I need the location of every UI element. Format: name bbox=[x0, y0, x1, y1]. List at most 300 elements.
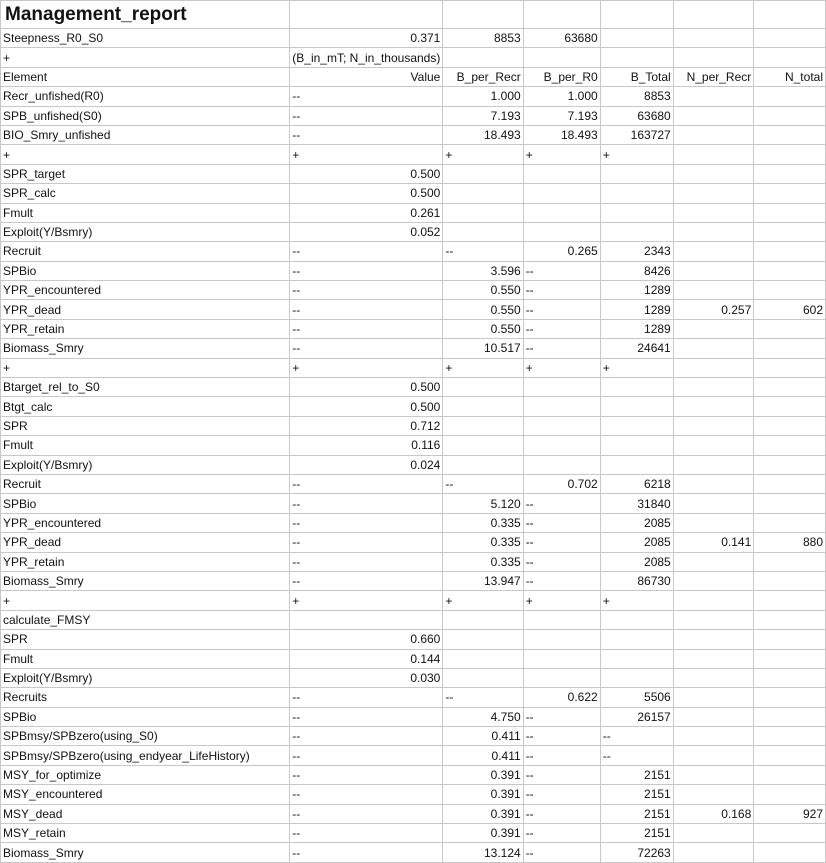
sheet-cell[interactable] bbox=[443, 184, 523, 203]
sheet-cell[interactable] bbox=[754, 29, 826, 48]
sheet-cell[interactable]: + bbox=[290, 145, 443, 164]
sheet-cell[interactable]: 63680 bbox=[523, 29, 600, 48]
sheet-cell[interactable] bbox=[673, 707, 754, 726]
sheet-cell[interactable] bbox=[523, 184, 600, 203]
sheet-cell[interactable] bbox=[673, 688, 754, 707]
row-label-cell[interactable]: Element bbox=[1, 67, 290, 86]
sheet-cell[interactable]: -- bbox=[290, 242, 443, 261]
sheet-cell[interactable]: 2151 bbox=[600, 765, 673, 784]
sheet-cell[interactable]: 31840 bbox=[600, 494, 673, 513]
sheet-cell[interactable]: 0.622 bbox=[523, 688, 600, 707]
sheet-cell[interactable] bbox=[673, 222, 754, 241]
sheet-cell[interactable]: 10.517 bbox=[443, 339, 523, 358]
sheet-cell[interactable]: -- bbox=[290, 785, 443, 804]
row-label-cell[interactable]: Steepness_R0_S0 bbox=[1, 29, 290, 48]
row-label-cell[interactable]: Biomass_Smry bbox=[1, 571, 290, 590]
sheet-cell[interactable] bbox=[600, 416, 673, 435]
sheet-cell[interactable] bbox=[523, 222, 600, 241]
sheet-cell[interactable]: B_per_R0 bbox=[523, 67, 600, 86]
sheet-cell[interactable]: -- bbox=[290, 300, 443, 319]
sheet-cell[interactable] bbox=[754, 358, 826, 377]
row-label-cell[interactable]: MSY_dead bbox=[1, 804, 290, 823]
sheet-cell[interactable] bbox=[673, 106, 754, 125]
sheet-cell[interactable]: 5.120 bbox=[443, 494, 523, 513]
row-label-cell[interactable]: Exploit(Y/Bsmry) bbox=[1, 455, 290, 474]
sheet-cell[interactable] bbox=[754, 1, 826, 29]
sheet-cell[interactable]: -- bbox=[523, 494, 600, 513]
sheet-cell[interactable]: -- bbox=[290, 261, 443, 280]
sheet-cell[interactable] bbox=[600, 455, 673, 474]
row-label-cell[interactable]: SPBio bbox=[1, 707, 290, 726]
sheet-cell[interactable]: N_total bbox=[754, 67, 826, 86]
row-label-cell[interactable]: MSY_retain bbox=[1, 824, 290, 843]
row-label-cell[interactable]: YPR_dead bbox=[1, 533, 290, 552]
sheet-cell[interactable]: -- bbox=[523, 552, 600, 571]
row-label-cell[interactable]: YPR_encountered bbox=[1, 281, 290, 300]
sheet-cell[interactable]: N_per_Recr bbox=[673, 67, 754, 86]
sheet-cell[interactable]: 0.550 bbox=[443, 300, 523, 319]
sheet-cell[interactable]: -- bbox=[523, 319, 600, 338]
sheet-cell[interactable]: 0.391 bbox=[443, 785, 523, 804]
sheet-cell[interactable] bbox=[673, 48, 754, 67]
sheet-cell[interactable] bbox=[600, 48, 673, 67]
sheet-cell[interactable] bbox=[600, 203, 673, 222]
sheet-cell[interactable]: 0.024 bbox=[290, 455, 443, 474]
sheet-cell[interactable]: -- bbox=[443, 474, 523, 493]
row-label-cell[interactable]: SPR bbox=[1, 416, 290, 435]
sheet-cell[interactable]: -- bbox=[290, 688, 443, 707]
row-label-cell[interactable]: SPB_unfished(S0) bbox=[1, 106, 290, 125]
sheet-cell[interactable]: 2343 bbox=[600, 242, 673, 261]
sheet-cell[interactable] bbox=[600, 184, 673, 203]
sheet-cell[interactable] bbox=[754, 746, 826, 765]
sheet-cell[interactable]: + bbox=[600, 145, 673, 164]
sheet-cell[interactable] bbox=[443, 1, 523, 29]
sheet-cell[interactable]: + bbox=[290, 591, 443, 610]
sheet-cell[interactable] bbox=[523, 164, 600, 183]
sheet-cell[interactable] bbox=[673, 339, 754, 358]
row-label-cell[interactable]: + bbox=[1, 48, 290, 67]
sheet-cell[interactable] bbox=[673, 436, 754, 455]
sheet-cell[interactable] bbox=[673, 29, 754, 48]
row-label-cell[interactable]: YPR_dead bbox=[1, 300, 290, 319]
sheet-cell[interactable]: + bbox=[600, 358, 673, 377]
sheet-cell[interactable] bbox=[754, 125, 826, 144]
sheet-cell[interactable]: -- bbox=[600, 727, 673, 746]
sheet-cell[interactable]: -- bbox=[290, 474, 443, 493]
sheet-cell[interactable]: Value bbox=[290, 67, 443, 86]
sheet-cell[interactable] bbox=[754, 319, 826, 338]
sheet-cell[interactable]: -- bbox=[290, 552, 443, 571]
sheet-cell[interactable] bbox=[754, 513, 826, 532]
row-label-cell[interactable]: BIO_Smry_unfished bbox=[1, 125, 290, 144]
sheet-cell[interactable] bbox=[754, 474, 826, 493]
sheet-cell[interactable] bbox=[600, 378, 673, 397]
sheet-cell[interactable]: -- bbox=[290, 513, 443, 532]
sheet-cell[interactable]: 1.000 bbox=[523, 87, 600, 106]
sheet-cell[interactable]: -- bbox=[290, 87, 443, 106]
row-label-cell[interactable]: SPBmsy/SPBzero(using_endyear_LifeHistory) bbox=[1, 746, 290, 765]
sheet-cell[interactable] bbox=[443, 48, 523, 67]
sheet-cell[interactable] bbox=[754, 106, 826, 125]
sheet-cell[interactable] bbox=[523, 378, 600, 397]
sheet-cell[interactable]: 2085 bbox=[600, 552, 673, 571]
sheet-cell[interactable]: -- bbox=[523, 824, 600, 843]
sheet-cell[interactable] bbox=[754, 765, 826, 784]
sheet-cell[interactable]: -- bbox=[290, 746, 443, 765]
sheet-cell[interactable]: 7.193 bbox=[523, 106, 600, 125]
sheet-cell[interactable] bbox=[673, 630, 754, 649]
row-label-cell[interactable]: Exploit(Y/Bsmry) bbox=[1, 668, 290, 687]
sheet-cell[interactable]: -- bbox=[290, 106, 443, 125]
sheet-cell[interactable]: -- bbox=[523, 281, 600, 300]
sheet-cell[interactable]: -- bbox=[290, 571, 443, 590]
sheet-cell[interactable]: 0.391 bbox=[443, 765, 523, 784]
sheet-cell[interactable]: -- bbox=[290, 727, 443, 746]
sheet-cell[interactable]: -- bbox=[443, 242, 523, 261]
sheet-cell[interactable] bbox=[754, 707, 826, 726]
sheet-cell[interactable] bbox=[673, 416, 754, 435]
sheet-cell[interactable]: -- bbox=[290, 281, 443, 300]
sheet-cell[interactable]: 8426 bbox=[600, 261, 673, 280]
sheet-cell[interactable]: 0.391 bbox=[443, 824, 523, 843]
sheet-cell[interactable]: -- bbox=[523, 261, 600, 280]
sheet-cell[interactable] bbox=[673, 397, 754, 416]
sheet-cell[interactable] bbox=[673, 649, 754, 668]
sheet-cell[interactable]: 6218 bbox=[600, 474, 673, 493]
sheet-cell[interactable]: 0.265 bbox=[523, 242, 600, 261]
sheet-cell[interactable] bbox=[754, 630, 826, 649]
sheet-cell[interactable] bbox=[673, 242, 754, 261]
row-label-cell[interactable]: Fmult bbox=[1, 203, 290, 222]
sheet-cell[interactable]: + bbox=[443, 358, 523, 377]
row-label-cell[interactable]: SPBio bbox=[1, 261, 290, 280]
sheet-cell[interactable]: 2151 bbox=[600, 804, 673, 823]
sheet-cell[interactable] bbox=[673, 513, 754, 532]
sheet-cell[interactable] bbox=[523, 416, 600, 435]
sheet-cell[interactable] bbox=[443, 649, 523, 668]
row-label-cell[interactable]: Btgt_calc bbox=[1, 397, 290, 416]
sheet-cell[interactable] bbox=[443, 630, 523, 649]
sheet-cell[interactable]: 8853 bbox=[443, 29, 523, 48]
sheet-cell[interactable]: -- bbox=[600, 746, 673, 765]
sheet-cell[interactable]: -- bbox=[443, 688, 523, 707]
sheet-cell[interactable]: 0.702 bbox=[523, 474, 600, 493]
sheet-cell[interactable]: 26157 bbox=[600, 707, 673, 726]
sheet-cell[interactable] bbox=[290, 610, 443, 629]
sheet-cell[interactable]: 0.550 bbox=[443, 281, 523, 300]
sheet-cell[interactable]: 163727 bbox=[600, 125, 673, 144]
sheet-cell[interactable]: 0.712 bbox=[290, 416, 443, 435]
sheet-cell[interactable] bbox=[673, 843, 754, 862]
sheet-cell[interactable]: -- bbox=[523, 746, 600, 765]
sheet-cell[interactable]: 880 bbox=[754, 533, 826, 552]
sheet-cell[interactable] bbox=[443, 436, 523, 455]
sheet-cell[interactable]: 0.052 bbox=[290, 222, 443, 241]
sheet-cell[interactable]: 0.411 bbox=[443, 746, 523, 765]
sheet-cell[interactable] bbox=[523, 610, 600, 629]
sheet-cell[interactable] bbox=[673, 494, 754, 513]
sheet-cell[interactable] bbox=[754, 668, 826, 687]
sheet-cell[interactable] bbox=[673, 571, 754, 590]
report-title[interactable]: Management_report bbox=[1, 1, 290, 29]
sheet-cell[interactable]: 72263 bbox=[600, 843, 673, 862]
sheet-cell[interactable] bbox=[443, 397, 523, 416]
row-label-cell[interactable]: Biomass_Smry bbox=[1, 339, 290, 358]
sheet-cell[interactable] bbox=[754, 610, 826, 629]
sheet-cell[interactable]: 0.141 bbox=[673, 533, 754, 552]
sheet-cell[interactable]: -- bbox=[523, 513, 600, 532]
sheet-cell[interactable] bbox=[443, 455, 523, 474]
sheet-cell[interactable]: 18.493 bbox=[443, 125, 523, 144]
sheet-cell[interactable]: + bbox=[600, 591, 673, 610]
sheet-cell[interactable]: 0.500 bbox=[290, 397, 443, 416]
sheet-cell[interactable]: -- bbox=[523, 533, 600, 552]
sheet-cell[interactable]: 0.257 bbox=[673, 300, 754, 319]
row-label-cell[interactable]: calculate_FMSY bbox=[1, 610, 290, 629]
sheet-cell[interactable]: -- bbox=[290, 339, 443, 358]
sheet-cell[interactable] bbox=[443, 203, 523, 222]
sheet-cell[interactable] bbox=[754, 436, 826, 455]
sheet-cell[interactable] bbox=[443, 378, 523, 397]
row-label-cell[interactable]: Recruits bbox=[1, 688, 290, 707]
sheet-cell[interactable]: 63680 bbox=[600, 106, 673, 125]
sheet-cell[interactable]: -- bbox=[290, 804, 443, 823]
sheet-cell[interactable]: -- bbox=[290, 319, 443, 338]
row-label-cell[interactable]: SPR_calc bbox=[1, 184, 290, 203]
sheet-cell[interactable]: 0.335 bbox=[443, 513, 523, 532]
sheet-cell[interactable] bbox=[754, 378, 826, 397]
sheet-cell[interactable] bbox=[673, 591, 754, 610]
sheet-cell[interactable] bbox=[443, 222, 523, 241]
sheet-cell[interactable] bbox=[754, 397, 826, 416]
sheet-cell[interactable] bbox=[754, 184, 826, 203]
sheet-cell[interactable] bbox=[754, 494, 826, 513]
sheet-cell[interactable]: -- bbox=[290, 707, 443, 726]
sheet-cell[interactable]: -- bbox=[523, 707, 600, 726]
sheet-cell[interactable]: + bbox=[523, 358, 600, 377]
row-label-cell[interactable]: Biomass_Smry bbox=[1, 843, 290, 862]
sheet-cell[interactable] bbox=[754, 416, 826, 435]
sheet-cell[interactable] bbox=[600, 164, 673, 183]
sheet-cell[interactable]: 0.261 bbox=[290, 203, 443, 222]
row-label-cell[interactable]: YPR_retain bbox=[1, 552, 290, 571]
sheet-cell[interactable]: 1289 bbox=[600, 319, 673, 338]
sheet-cell[interactable] bbox=[443, 416, 523, 435]
sheet-cell[interactable]: -- bbox=[523, 339, 600, 358]
sheet-cell[interactable] bbox=[673, 824, 754, 843]
row-label-cell[interactable]: SPR bbox=[1, 630, 290, 649]
sheet-cell[interactable] bbox=[673, 378, 754, 397]
sheet-cell[interactable] bbox=[523, 630, 600, 649]
sheet-cell[interactable] bbox=[754, 824, 826, 843]
row-label-cell[interactable]: SPBmsy/SPBzero(using_S0) bbox=[1, 727, 290, 746]
sheet-cell[interactable] bbox=[754, 785, 826, 804]
sheet-cell[interactable] bbox=[754, 688, 826, 707]
sheet-cell[interactable] bbox=[673, 668, 754, 687]
sheet-cell[interactable] bbox=[754, 455, 826, 474]
sheet-cell[interactable] bbox=[523, 649, 600, 668]
row-label-cell[interactable]: MSY_for_optimize bbox=[1, 765, 290, 784]
sheet-cell[interactable]: 0.144 bbox=[290, 649, 443, 668]
sheet-cell[interactable] bbox=[754, 87, 826, 106]
sheet-cell[interactable] bbox=[754, 48, 826, 67]
sheet-cell[interactable] bbox=[673, 765, 754, 784]
sheet-cell[interactable]: 18.493 bbox=[523, 125, 600, 144]
sheet-cell[interactable]: 0.660 bbox=[290, 630, 443, 649]
sheet-cell[interactable] bbox=[673, 785, 754, 804]
sheet-cell[interactable]: 0.116 bbox=[290, 436, 443, 455]
sheet-cell[interactable] bbox=[673, 87, 754, 106]
sheet-cell[interactable]: 2085 bbox=[600, 513, 673, 532]
sheet-cell[interactable] bbox=[673, 319, 754, 338]
row-label-cell[interactable]: SPR_target bbox=[1, 164, 290, 183]
sheet-cell[interactable] bbox=[673, 1, 754, 29]
row-label-cell[interactable]: Recr_unfished(R0) bbox=[1, 87, 290, 106]
sheet-cell[interactable]: -- bbox=[290, 824, 443, 843]
sheet-cell[interactable] bbox=[523, 668, 600, 687]
sheet-cell[interactable]: 0.550 bbox=[443, 319, 523, 338]
sheet-cell[interactable]: 0.411 bbox=[443, 727, 523, 746]
sheet-cell[interactable] bbox=[754, 261, 826, 280]
sheet-cell[interactable]: 927 bbox=[754, 804, 826, 823]
sheet-cell[interactable] bbox=[673, 145, 754, 164]
sheet-cell[interactable]: -- bbox=[523, 765, 600, 784]
sheet-cell[interactable]: -- bbox=[523, 804, 600, 823]
sheet-cell[interactable] bbox=[523, 48, 600, 67]
sheet-cell[interactable] bbox=[754, 203, 826, 222]
row-label-cell[interactable]: + bbox=[1, 145, 290, 164]
row-label-cell[interactable]: Fmult bbox=[1, 649, 290, 668]
sheet-cell[interactable] bbox=[754, 164, 826, 183]
sheet-cell[interactable] bbox=[523, 455, 600, 474]
sheet-cell[interactable]: 8853 bbox=[600, 87, 673, 106]
sheet-cell[interactable]: 0.500 bbox=[290, 164, 443, 183]
sheet-cell[interactable] bbox=[600, 630, 673, 649]
sheet-cell[interactable]: -- bbox=[290, 533, 443, 552]
sheet-cell[interactable]: -- bbox=[290, 494, 443, 513]
sheet-cell[interactable] bbox=[290, 1, 443, 29]
sheet-cell[interactable] bbox=[600, 1, 673, 29]
sheet-cell[interactable] bbox=[673, 164, 754, 183]
sheet-cell[interactable] bbox=[443, 668, 523, 687]
sheet-cell[interactable]: 0.030 bbox=[290, 668, 443, 687]
sheet-cell[interactable] bbox=[754, 339, 826, 358]
sheet-cell[interactable] bbox=[600, 29, 673, 48]
sheet-cell[interactable]: 7.193 bbox=[443, 106, 523, 125]
sheet-cell[interactable]: 13.947 bbox=[443, 571, 523, 590]
sheet-cell[interactable]: 3.596 bbox=[443, 261, 523, 280]
sheet-cell[interactable] bbox=[443, 164, 523, 183]
sheet-cell[interactable]: 13.124 bbox=[443, 843, 523, 862]
sheet-cell[interactable]: 24641 bbox=[600, 339, 673, 358]
sheet-cell[interactable]: 0.335 bbox=[443, 533, 523, 552]
sheet-cell[interactable]: 86730 bbox=[600, 571, 673, 590]
sheet-cell[interactable] bbox=[673, 203, 754, 222]
sheet-cell[interactable]: (B_in_mT; N_in_thousands) bbox=[290, 48, 443, 67]
sheet-cell[interactable]: 1.000 bbox=[443, 87, 523, 106]
row-label-cell[interactable]: + bbox=[1, 591, 290, 610]
sheet-cell[interactable] bbox=[754, 242, 826, 261]
sheet-cell[interactable] bbox=[600, 668, 673, 687]
row-label-cell[interactable]: Fmult bbox=[1, 436, 290, 455]
sheet-cell[interactable]: 1289 bbox=[600, 281, 673, 300]
sheet-cell[interactable]: 0.335 bbox=[443, 552, 523, 571]
sheet-cell[interactable]: -- bbox=[290, 125, 443, 144]
sheet-cell[interactable] bbox=[754, 591, 826, 610]
sheet-cell[interactable] bbox=[673, 455, 754, 474]
sheet-cell[interactable] bbox=[673, 552, 754, 571]
sheet-cell[interactable] bbox=[600, 397, 673, 416]
sheet-cell[interactable] bbox=[523, 436, 600, 455]
sheet-cell[interactable] bbox=[673, 281, 754, 300]
sheet-cell[interactable] bbox=[673, 610, 754, 629]
row-label-cell[interactable]: Btarget_rel_to_S0 bbox=[1, 378, 290, 397]
sheet-cell[interactable] bbox=[673, 125, 754, 144]
sheet-cell[interactable] bbox=[673, 474, 754, 493]
row-label-cell[interactable]: + bbox=[1, 358, 290, 377]
sheet-cell[interactable]: + bbox=[523, 145, 600, 164]
sheet-cell[interactable] bbox=[600, 649, 673, 668]
sheet-cell[interactable] bbox=[600, 222, 673, 241]
sheet-cell[interactable]: -- bbox=[523, 727, 600, 746]
sheet-cell[interactable]: + bbox=[443, 591, 523, 610]
sheet-cell[interactable]: 4.750 bbox=[443, 707, 523, 726]
sheet-cell[interactable] bbox=[600, 610, 673, 629]
sheet-cell[interactable]: 0.500 bbox=[290, 184, 443, 203]
row-label-cell[interactable]: YPR_retain bbox=[1, 319, 290, 338]
sheet-cell[interactable]: 1289 bbox=[600, 300, 673, 319]
sheet-cell[interactable] bbox=[754, 571, 826, 590]
sheet-cell[interactable]: -- bbox=[290, 843, 443, 862]
sheet-cell[interactable]: B_Total bbox=[600, 67, 673, 86]
sheet-cell[interactable]: 0.391 bbox=[443, 804, 523, 823]
sheet-cell[interactable]: 2151 bbox=[600, 785, 673, 804]
sheet-cell[interactable] bbox=[754, 552, 826, 571]
sheet-cell[interactable] bbox=[673, 358, 754, 377]
sheet-cell[interactable] bbox=[600, 436, 673, 455]
sheet-cell[interactable] bbox=[673, 261, 754, 280]
sheet-cell[interactable] bbox=[754, 649, 826, 668]
sheet-cell[interactable]: 0.500 bbox=[290, 378, 443, 397]
sheet-cell[interactable] bbox=[673, 184, 754, 203]
sheet-cell[interactable] bbox=[754, 281, 826, 300]
sheet-cell[interactable] bbox=[754, 727, 826, 746]
sheet-cell[interactable]: -- bbox=[523, 300, 600, 319]
row-label-cell[interactable]: Recruit bbox=[1, 474, 290, 493]
sheet-cell[interactable]: -- bbox=[290, 765, 443, 784]
sheet-cell[interactable]: 0.371 bbox=[290, 29, 443, 48]
sheet-cell[interactable] bbox=[754, 222, 826, 241]
row-label-cell[interactable]: Recruit bbox=[1, 242, 290, 261]
sheet-cell[interactable] bbox=[754, 843, 826, 862]
sheet-cell[interactable] bbox=[523, 397, 600, 416]
sheet-cell[interactable]: + bbox=[290, 358, 443, 377]
sheet-cell[interactable]: -- bbox=[523, 785, 600, 804]
sheet-cell[interactable] bbox=[673, 746, 754, 765]
sheet-cell[interactable]: -- bbox=[523, 571, 600, 590]
sheet-cell[interactable]: 602 bbox=[754, 300, 826, 319]
sheet-cell[interactable]: 5506 bbox=[600, 688, 673, 707]
sheet-cell[interactable]: 0.168 bbox=[673, 804, 754, 823]
sheet-cell[interactable] bbox=[754, 145, 826, 164]
row-label-cell[interactable]: SPBio bbox=[1, 494, 290, 513]
sheet-cell[interactable]: 2151 bbox=[600, 824, 673, 843]
sheet-cell[interactable] bbox=[523, 1, 600, 29]
sheet-cell[interactable]: B_per_Recr bbox=[443, 67, 523, 86]
row-label-cell[interactable]: YPR_encountered bbox=[1, 513, 290, 532]
sheet-cell[interactable] bbox=[443, 610, 523, 629]
